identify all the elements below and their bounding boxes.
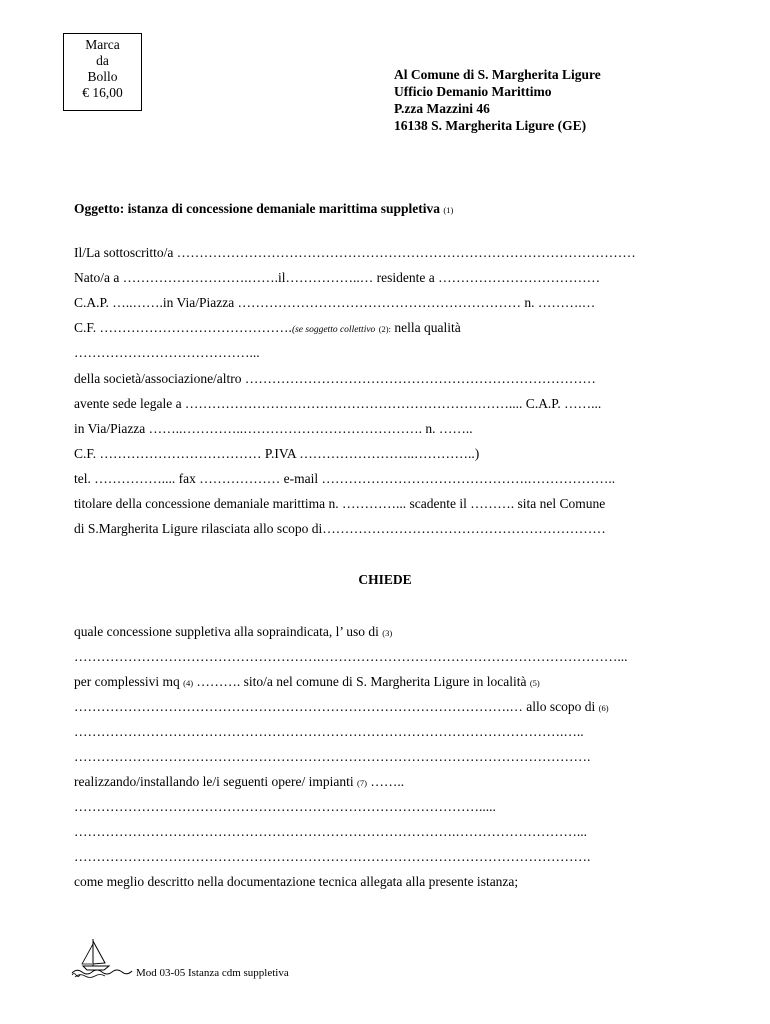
per-text-b: ………. sito/a nel comune di S. Margherita Ligure in località: [193, 674, 527, 689]
addressee-line: Al Comune di S. Margherita Ligure: [394, 67, 601, 82]
cf-line: [74, 320, 461, 338]
come-line: come meglio descritto nella documentazione tecnica allegata alla presente istanza;: [74, 874, 519, 889]
cf-piva-line: C.F. ……………………………… P.IVA ……………………..…………..): [74, 446, 480, 461]
dots-line: ………………………………………………………………………….………………………...: [74, 824, 587, 839]
quale-note: (3): [382, 628, 393, 638]
realizzando-dots: ……..: [366, 774, 405, 789]
allo-dots: …………………………………………………………………………………….…: [74, 699, 523, 714]
allo-note: (6): [598, 703, 609, 713]
dots-line: …………………………………………………………………………………………………….: [74, 849, 591, 864]
realizzando-text: realizzando/installando le/i seguenti opere/ impianti: [74, 774, 354, 789]
subject-line: [74, 201, 453, 218]
stamp-line: Marca: [85, 37, 120, 52]
nato-line: Nato/a a ……………………….…….il……………..… residente a ………………………………: [74, 270, 601, 285]
cap-line: C.A.P. …..…….in Via/Piazza ……………………………………………………… n. ……….…: [74, 295, 596, 310]
per-text-a: per complessivi mq: [74, 674, 180, 689]
cf-prefix: C.F. …………………………………….: [74, 320, 292, 335]
per-note-5: (5): [529, 678, 540, 688]
footer-model-code: Mod 03-05 Istanza cdm suppletiva: [136, 967, 289, 979]
stamp-line: da: [96, 53, 109, 68]
cf-note: (se soggetto collettivo: [291, 325, 376, 335]
sede-line: avente sede legale a ……………………………………………………………….... C.A.P. ……...: [74, 396, 602, 411]
addressee-block: [394, 66, 601, 134]
sottoscritto-line: Il/La sottoscritto/a …………………………………………………………………………………………: [74, 245, 636, 260]
dots-line: ……………………………………………………………………………………………….…..: [74, 724, 584, 739]
allo-text: allo scopo di: [522, 699, 596, 714]
dots-line: ……………………………………………….…………………………………………………………...: [74, 649, 628, 664]
titolare-line: titolare della concessione demaniale marittima n. …………... scadente il ………. sita nel Comune: [74, 496, 606, 511]
realizzando-line: [74, 774, 404, 791]
per-note-4: (4): [183, 678, 194, 688]
allo-scopo-line: [74, 699, 609, 716]
dots-line: ……………………………………………………………………………….....: [74, 799, 496, 814]
addressee-line: 16138 S. Margherita Ligure (GE): [394, 118, 587, 133]
quale-text: quale concessione suppletiva alla sopraindicata, l’ uso di: [74, 624, 379, 639]
stamp-line: Bollo: [87, 69, 118, 84]
addressee-line: Ufficio Demanio Marittimo: [394, 84, 552, 99]
addressee-line: P.zza Mazzini 46: [394, 101, 490, 116]
realizzando-note: (7): [357, 778, 367, 788]
quale-line: [74, 624, 392, 641]
rilasciata-line: di S.Margherita Ligure rilasciata allo scopo di………………………………………………………: [74, 521, 606, 536]
marca-da-bollo-box: [63, 33, 142, 111]
cf-note-num: (2):: [378, 324, 391, 334]
per-complessivi-line: [74, 674, 540, 691]
societa-line: della società/associazione/altro ……………………………………………………………………: [74, 371, 596, 386]
sailboat-logo-icon: [71, 935, 133, 984]
dots-line: …………………………………………………………………………………………………….: [74, 749, 591, 764]
via-line: in Via/Piazza ……..…………..…………………………………. n. ……..: [74, 421, 473, 436]
tel-line: tel. …………….... fax ……………… e-mail ……………………………………….………………..: [74, 471, 616, 486]
subject-text: Oggetto: istanza di concessione demaniale marittima suppletiva: [74, 201, 440, 216]
stamp-line: € 16,00: [82, 85, 123, 100]
chiede-heading: CHIEDE: [358, 572, 412, 587]
cf-suffix: nella qualità: [390, 320, 461, 335]
qualita-line: …………………………………...: [74, 345, 260, 360]
subject-note: (1): [443, 205, 454, 215]
